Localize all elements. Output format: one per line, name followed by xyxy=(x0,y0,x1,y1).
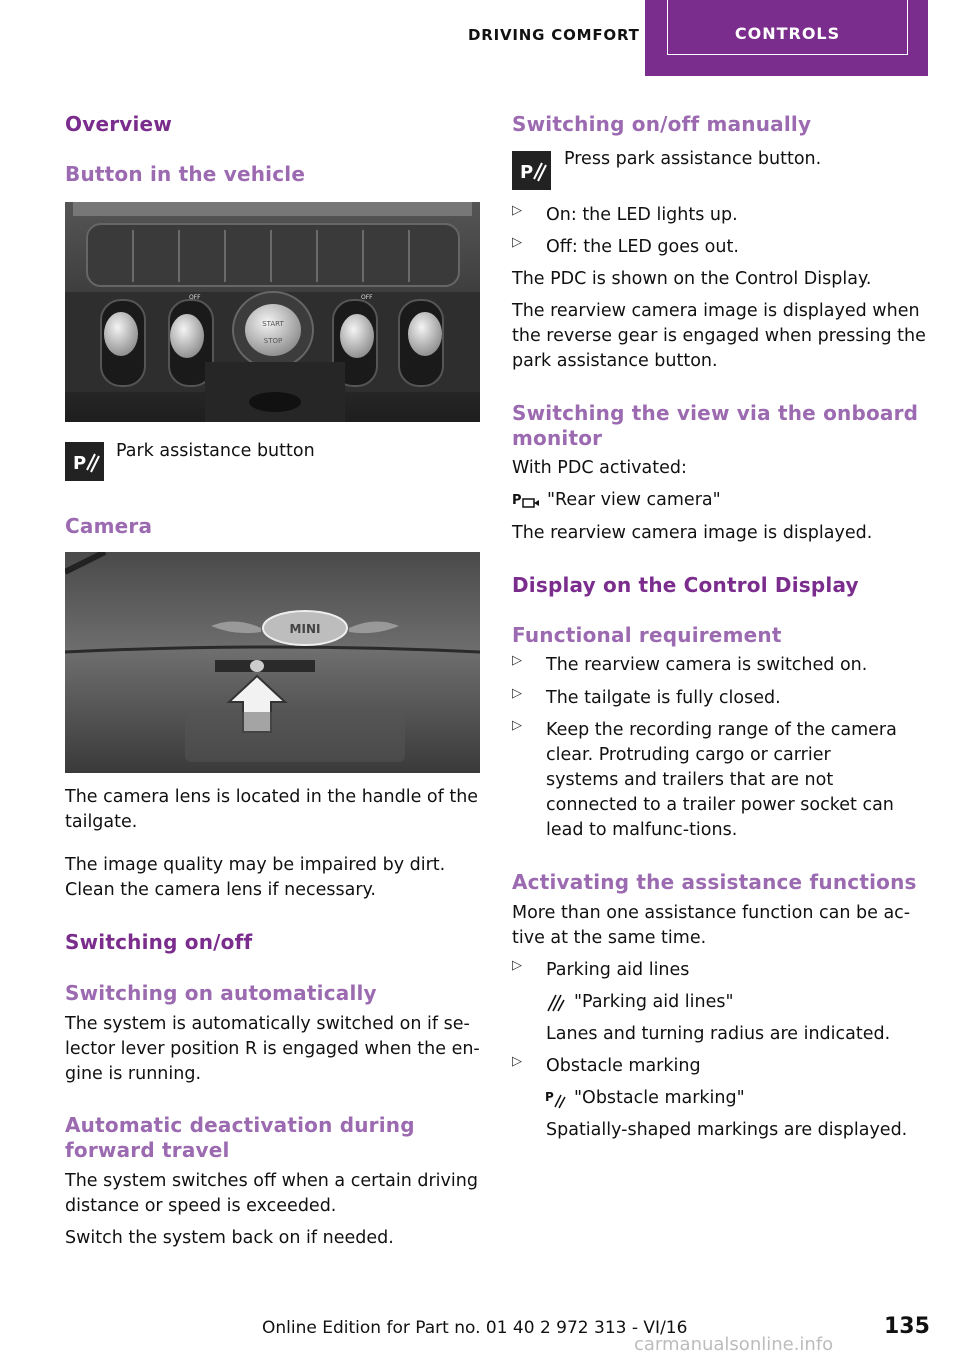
heading-button-in-vehicle: Button in the vehicle xyxy=(65,162,306,186)
heading-camera: Camera xyxy=(65,514,153,538)
rear-camera-icon xyxy=(512,491,540,511)
chapter-title: CONTROLS xyxy=(734,24,841,43)
camera-paragraph-1: The camera lens is located in the handle of the tailgate. xyxy=(65,787,479,832)
list-item: ▷ Keep the recording range of the camera clear. Protruding cargo or carrier systems and trailers that are not connected to a trailer power socket can lead to malfunc‐tions. xyxy=(512,718,897,840)
start-label: START xyxy=(262,320,284,328)
heading-activating: Activating the assistance functions xyxy=(512,870,917,894)
heading-manual: Switching on/off manually xyxy=(512,112,812,136)
auto-paragraph: The system is automatically switched on if se‐lector lever position R is engaged when the en‐gine is running. xyxy=(65,1014,480,1084)
parking-aid-description: Lanes and turning radius are indicated. xyxy=(546,1024,891,1044)
activating-paragraph: More than one assistance function can be ac‐tive at the same time. xyxy=(512,903,911,948)
deactivation-paragraph-1: The system switches off when a certain driving distance or speed is exceeded. xyxy=(65,1171,478,1216)
obstacle-marking-icon xyxy=(545,1089,567,1109)
tailgate-camera-photo xyxy=(65,552,480,773)
svg-text:P: P xyxy=(512,493,522,508)
parking-lines-icon xyxy=(545,993,565,1013)
list-item: ▷ Parking aid lines xyxy=(512,958,690,980)
tailgate-camera-illustration xyxy=(65,552,480,773)
dashboard-switches-photo xyxy=(65,202,480,422)
page-number: 135 xyxy=(884,1314,930,1339)
dashboard-switches-illustration xyxy=(65,202,480,422)
manual-press-text: Press park assistance button. xyxy=(564,149,822,169)
edition-footer: Online Edition for Part no. 01 40 2 972 313 - VI/16 xyxy=(262,1318,688,1338)
heading-view-onboard: Switching the view via the onboard monitor xyxy=(512,401,919,450)
obstacle-menu-item: "Obstacle marking" xyxy=(574,1088,745,1108)
svg-text:P: P xyxy=(520,162,534,183)
list-item: ▷ Off: the LED goes out. xyxy=(512,235,739,257)
pdc-shown-text: The PDC is shown on the Control Display. xyxy=(512,269,872,289)
off-label-2: OFF xyxy=(361,294,373,301)
heading-auto-deactivation: Automatic deactivation during forward travel xyxy=(65,1113,415,1162)
svg-text:P: P xyxy=(73,453,87,474)
watermark: carmanualsonline.info xyxy=(634,1334,834,1355)
park-assist-caption: Park assistance button xyxy=(116,441,315,461)
rearview-paragraph: The rearview camera image is displayed when the reverse gear is engaged when pressing the park assistance button. xyxy=(512,301,926,371)
camera-paragraph-2: The image quality may be impaired by dirt. Clean the camera lens if necessary. xyxy=(65,855,446,900)
park-assist-icon xyxy=(65,442,104,481)
heading-switching-auto: Switching on automatically xyxy=(65,981,377,1005)
heading-switching: Switching on/off xyxy=(65,930,253,954)
heading-display: Display on the Control Display xyxy=(512,573,859,597)
stop-label: STOP xyxy=(263,337,283,345)
deactivation-paragraph-2: Switch the system back on if needed. xyxy=(65,1228,394,1248)
mini-badge: MINI xyxy=(289,622,321,636)
heading-functional-requirement: Functional requirement xyxy=(512,623,782,647)
heading-overview: Overview xyxy=(65,112,173,136)
with-pdc-text: With PDC activated: xyxy=(512,458,687,478)
chapter-tab[interactable] xyxy=(645,0,928,76)
obstacle-description: Spatially-shaped markings are displayed. xyxy=(546,1120,908,1140)
rear-view-displayed-text: The rearview camera image is displayed. xyxy=(512,523,873,543)
list-item: ▷ The rearview camera is switched on. xyxy=(512,653,868,675)
rear-view-menu-item: "Rear view camera" xyxy=(547,490,721,510)
list-item: ▷ On: the LED lights up. xyxy=(512,203,738,225)
parking-aid-menu-item: "Parking aid lines" xyxy=(574,992,734,1012)
list-item: ▷ Obstacle marking xyxy=(512,1054,701,1076)
section-title: DRIVING COMFORT xyxy=(468,26,640,44)
list-item: ▷ The tailgate is fully closed. xyxy=(512,686,781,708)
off-label-1: OFF xyxy=(189,294,201,301)
svg-text:P: P xyxy=(545,1090,554,1104)
park-assist-icon xyxy=(512,151,551,190)
